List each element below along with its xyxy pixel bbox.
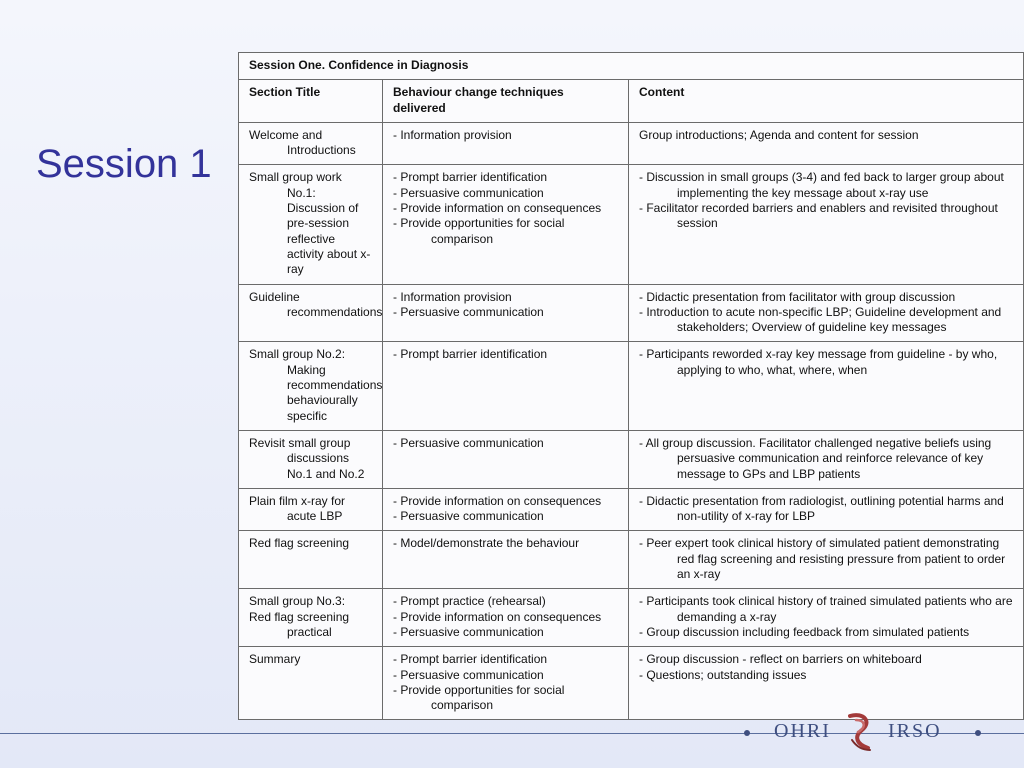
- cell-line: - Group discussion including feedback from simulated patients: [639, 624, 970, 639]
- table-row: [239, 589, 1024, 647]
- table-row: [239, 430, 1024, 488]
- table-row: [239, 342, 1024, 430]
- cell-line: - Didactic presentation from facilitator with group discussion: [639, 289, 956, 304]
- cell-techniques: [383, 430, 629, 488]
- cell-line: - Group discussion - reflect on barriers on whiteboard: [639, 652, 922, 667]
- cell-section-title: [239, 488, 383, 531]
- cell-techniques: [383, 488, 629, 531]
- cell-techniques: [383, 342, 629, 430]
- footer-dot-left: [744, 730, 750, 736]
- cell-line: Group introductions; Agenda and content for session: [639, 127, 919, 142]
- cell-section-title: [239, 122, 383, 165]
- cell-section-title: [239, 284, 383, 342]
- cell-line: - Discussion in small groups (3-4) and fed back to larger group about implementing the key message about x-ray use: [639, 170, 1004, 200]
- cell-techniques: [383, 122, 629, 165]
- session-table-container: [238, 52, 1024, 720]
- cell-line: - Persuasive communication: [393, 304, 544, 319]
- cell-line: - Introduction to acute non-specific LBP; Guideline development and stakeholders; Overview of guideline key messages: [639, 304, 1002, 335]
- cell-line: - Peer expert took clinical history of simulated patient demonstrating red flag screening and resisting pressure from patient to order an x-ray: [639, 536, 1006, 582]
- cell-section-title: [239, 531, 383, 589]
- cell-line: - Provide information on consequences: [393, 609, 602, 624]
- cell-content: [629, 165, 1024, 284]
- table-caption-row: [239, 53, 1024, 80]
- slide-title: Session 1: [36, 142, 212, 186]
- cell-line: - Provide opportunities for social comparison: [393, 682, 565, 713]
- table-row: [239, 122, 1024, 165]
- cell-line: - Participants took clinical history of trained simulated patients who are demanding a x-ray: [639, 594, 1013, 624]
- cell-line: - Persuasive communication: [393, 624, 544, 639]
- cell-section-title: [239, 647, 383, 720]
- table-row: [239, 488, 1024, 531]
- cell-section-title: [239, 165, 383, 284]
- cell-line: - Didactic presentation from radiologist, outlining potential harms and non-utility of x-ray for LBP: [639, 493, 1004, 524]
- cell-line: - Facilitator recorded barriers and enablers and revisited throughout session: [639, 201, 998, 231]
- cell-line: Red flag screening: [249, 536, 350, 551]
- cell-line: Guideline recommendations: [249, 289, 383, 319]
- cell-section-title: [239, 430, 383, 488]
- logo-text-right: IRSO: [888, 720, 942, 742]
- cell-line: - Prompt barrier identification: [393, 347, 548, 362]
- table-row: [239, 165, 1024, 284]
- cell-techniques: [383, 589, 629, 647]
- cell-line: - Prompt barrier identification: [393, 652, 548, 667]
- cell-line: Red flag screening practical: [249, 609, 350, 639]
- cell-content: [629, 488, 1024, 531]
- cell-line: Small group No.3:: [249, 594, 346, 609]
- cell-line: - Information provision: [393, 289, 512, 304]
- cell-line: - Provide information on consequences: [393, 201, 602, 216]
- cell-content: [629, 284, 1024, 342]
- cell-line: - Information provision: [393, 127, 512, 142]
- table-caption: Session One. Confidence in Diagnosis: [239, 53, 1024, 80]
- table-row: [239, 531, 1024, 589]
- cell-techniques: [383, 647, 629, 720]
- cell-line: Welcome and Introductions: [249, 127, 356, 158]
- cell-line: Summary: [249, 652, 301, 667]
- cell-techniques: [383, 284, 629, 342]
- cell-techniques: [383, 531, 629, 589]
- session-table: [238, 52, 1024, 720]
- table-header-row: [239, 80, 1024, 123]
- cell-content: [629, 122, 1024, 165]
- cell-line: - Questions; outstanding issues: [639, 667, 807, 682]
- cell-line: - Persuasive communication: [393, 435, 544, 450]
- cell-line: - Prompt practice (rehearsal): [393, 594, 546, 609]
- cell-line: - Provide information on consequences: [393, 493, 602, 508]
- cell-techniques: [383, 165, 629, 284]
- cell-content: [629, 531, 1024, 589]
- cell-content: [629, 589, 1024, 647]
- logo-text-left: OHRI: [774, 720, 831, 742]
- cell-line: - Persuasive communication: [393, 667, 544, 682]
- cell-content: [629, 647, 1024, 720]
- cell-content: [629, 430, 1024, 488]
- cell-content: [629, 342, 1024, 430]
- cell-section-title: [239, 342, 383, 430]
- cell-line: - Provide opportunities for social comparison: [393, 216, 565, 246]
- cell-line: - Prompt barrier identification: [393, 170, 548, 185]
- ohri-irso-logo: [764, 710, 964, 754]
- header-section-title: Section Title: [239, 80, 383, 123]
- table-row: [239, 647, 1024, 720]
- cell-line: Plain film x-ray for acute LBP: [249, 493, 346, 524]
- logo-mark-icon: [842, 710, 878, 759]
- cell-line: - Persuasive communication: [393, 509, 544, 524]
- cell-section-title: [239, 589, 383, 647]
- header-techniques: Behaviour change techniques delivered: [383, 80, 629, 123]
- footer-dot-right: [975, 730, 981, 736]
- cell-line: - Model/demonstrate the behaviour: [393, 536, 580, 551]
- table-body: [239, 122, 1024, 720]
- cell-line: Revisit small group discussions No.1 and No.2: [249, 435, 365, 481]
- cell-line: - Persuasive communication: [393, 185, 544, 200]
- cell-line: Small group No.2: Making recommendations behaviourally specific: [249, 347, 383, 423]
- cell-line: - All group discussion. Facilitator challenged negative beliefs using persuasive communication and reinforce relevance of key message to GPs and LBP patients: [639, 435, 992, 481]
- header-content: Content: [629, 80, 1024, 123]
- cell-line: - Participants reworded x-ray key message from guideline - by who, applying to who, what, where, when: [639, 347, 998, 377]
- cell-line: Small group work No.1: Discussion of pre-session reflective activity about x-ray: [249, 170, 371, 277]
- table-row: [239, 284, 1024, 342]
